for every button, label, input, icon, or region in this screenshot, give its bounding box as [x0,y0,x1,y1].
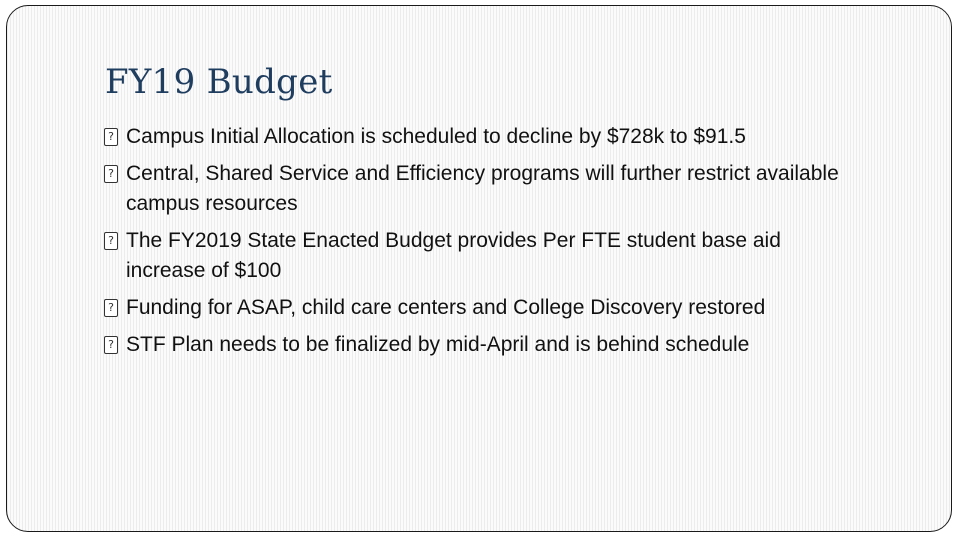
missing-glyph-icon: ? [104,299,118,317]
bullet-item [104,293,864,323]
bullet-text: STF Plan needs to be finalized by mid-April and is behind schedule [126,333,750,356]
bullet-item [104,122,864,152]
missing-glyph-icon: ? [104,165,118,183]
bullet-text: Campus Initial Allocation is scheduled to decline by $728k to $91.5 [126,125,746,148]
bullet-text: Funding for ASAP, child care centers and College Discovery restored [126,296,766,319]
bullet-item [104,330,864,360]
missing-glyph-icon: ? [104,128,118,146]
bullet-list [104,122,864,367]
bullet-item [104,159,864,219]
missing-glyph-icon: ? [104,336,118,354]
slide [6,5,952,532]
slide-title: FY19 Budget [105,62,333,102]
bullet-text: Central, Shared Service and Efficiency programs will further restrict available campus resources [126,162,839,215]
bullet-text: The FY2019 State Enacted Budget provides Per FTE student base aid increase of $100 [126,229,781,282]
bullet-item [104,226,864,286]
missing-glyph-icon: ? [104,232,118,250]
